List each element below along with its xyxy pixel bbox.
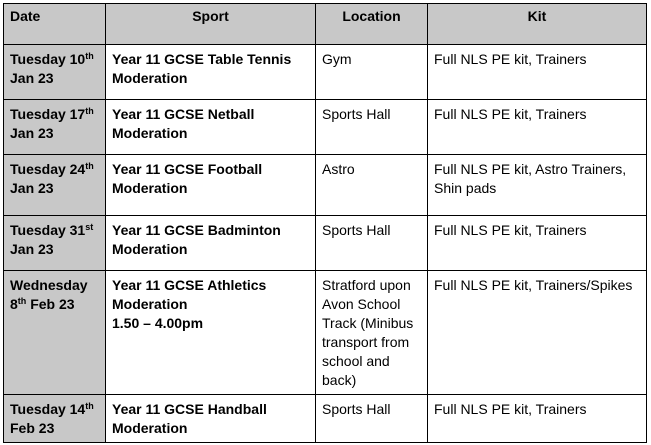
date-rest: Jan 23 xyxy=(10,180,54,196)
header-sport: Sport xyxy=(106,4,316,45)
date-line xyxy=(10,105,99,124)
date-suffix: th xyxy=(85,161,94,171)
kit-line: Shin pads xyxy=(434,180,497,196)
kit-cell xyxy=(428,155,647,216)
location-cell xyxy=(316,216,428,271)
location-line: Gym xyxy=(322,51,352,67)
header-location: Location xyxy=(316,4,428,45)
date-line xyxy=(10,295,99,314)
date-suffix: st xyxy=(85,222,94,232)
sport-line: Moderation xyxy=(112,296,188,312)
kit-line: Full NLS PE kit, Trainers xyxy=(434,106,587,122)
date-num: 8 xyxy=(10,296,18,312)
date-line xyxy=(10,50,99,69)
location-line: Stratford upon xyxy=(322,277,411,293)
table-row xyxy=(4,45,647,100)
date-line xyxy=(10,400,99,419)
sport-line: Year 11 GCSE Netball xyxy=(112,106,255,122)
kit-line: Full NLS PE kit, Trainers/Spikes xyxy=(434,277,633,293)
table-header-row xyxy=(4,4,647,45)
sport-cell xyxy=(106,45,316,100)
date-day: Tuesday 31 xyxy=(10,222,86,238)
kit-cell xyxy=(428,100,647,155)
date-day: Tuesday 24 xyxy=(10,161,86,177)
sports-moderation-table xyxy=(3,3,647,443)
date-day: Tuesday 17 xyxy=(10,106,86,122)
sport-cell xyxy=(106,216,316,271)
kit-line: Full NLS PE kit, Astro Trainers, xyxy=(434,161,627,177)
sport-cell xyxy=(106,100,316,155)
sport-cell xyxy=(106,395,316,443)
date-rest: Jan 23 xyxy=(10,241,54,257)
sport-line: Moderation xyxy=(112,420,188,436)
date-cell xyxy=(4,100,106,155)
date-suffix: th xyxy=(85,51,94,61)
sport-line: Moderation xyxy=(112,125,188,141)
date-cell xyxy=(4,395,106,443)
sport-line: Moderation xyxy=(112,70,188,86)
table-row xyxy=(4,100,647,155)
sport-line: Moderation xyxy=(112,241,188,257)
sport-line: Year 11 GCSE Table Tennis xyxy=(112,51,292,67)
date-day: Tuesday 10 xyxy=(10,51,86,67)
header-kit: Kit xyxy=(428,4,647,45)
date-rest: Feb 23 xyxy=(30,296,75,312)
location-cell xyxy=(316,45,428,100)
table-row xyxy=(4,395,647,443)
kit-cell xyxy=(428,216,647,271)
location-line: Sports Hall xyxy=(322,401,391,417)
sport-line: Moderation xyxy=(112,180,188,196)
location-line: Sports Hall xyxy=(322,222,391,238)
date-cell xyxy=(4,216,106,271)
location-cell xyxy=(316,155,428,216)
location-line: Astro xyxy=(322,161,355,177)
location-cell xyxy=(316,395,428,443)
date-cell xyxy=(4,45,106,100)
date-rest: Jan 23 xyxy=(10,125,54,141)
sport-cell xyxy=(106,155,316,216)
date-line xyxy=(10,160,99,179)
location-line: back) xyxy=(322,372,357,388)
sport-line: Year 11 GCSE Handball xyxy=(112,401,267,417)
table-row xyxy=(4,271,647,395)
date-suffix: th xyxy=(85,401,94,411)
location-cell xyxy=(316,271,428,395)
kit-cell xyxy=(428,395,647,443)
sport-cell xyxy=(106,271,316,395)
kit-cell xyxy=(428,45,647,100)
sport-time: 1.50 – 4.00pm xyxy=(112,315,204,331)
location-cell xyxy=(316,100,428,155)
location-line: Sports Hall xyxy=(322,106,391,122)
sport-line: Year 11 GCSE Athletics xyxy=(112,277,267,293)
date-suffix: th xyxy=(17,296,27,306)
date-rest: Jan 23 xyxy=(10,70,54,86)
date-rest: Feb 23 xyxy=(10,420,55,436)
date-cell xyxy=(4,271,106,395)
location-line: Avon School xyxy=(322,296,401,312)
sport-line: Year 11 GCSE Badminton xyxy=(112,222,281,238)
date-day: Wednesday xyxy=(10,277,88,293)
table-row xyxy=(4,155,647,216)
header-date: Date xyxy=(4,4,106,45)
kit-line: Full NLS PE kit, Trainers xyxy=(434,222,587,238)
table-row xyxy=(4,216,647,271)
location-line: Track (Minibus xyxy=(322,315,414,331)
date-line xyxy=(10,221,99,240)
date-suffix: th xyxy=(85,106,94,116)
kit-line: Full NLS PE kit, Trainers xyxy=(434,51,587,67)
kit-line: Full NLS PE kit, Trainers xyxy=(434,401,587,417)
sport-line: Year 11 GCSE Football xyxy=(112,161,263,177)
date-day: Tuesday 14 xyxy=(10,401,86,417)
kit-cell xyxy=(428,271,647,395)
location-line: school and xyxy=(322,353,390,369)
location-line: transport from xyxy=(322,334,410,350)
date-cell xyxy=(4,155,106,216)
